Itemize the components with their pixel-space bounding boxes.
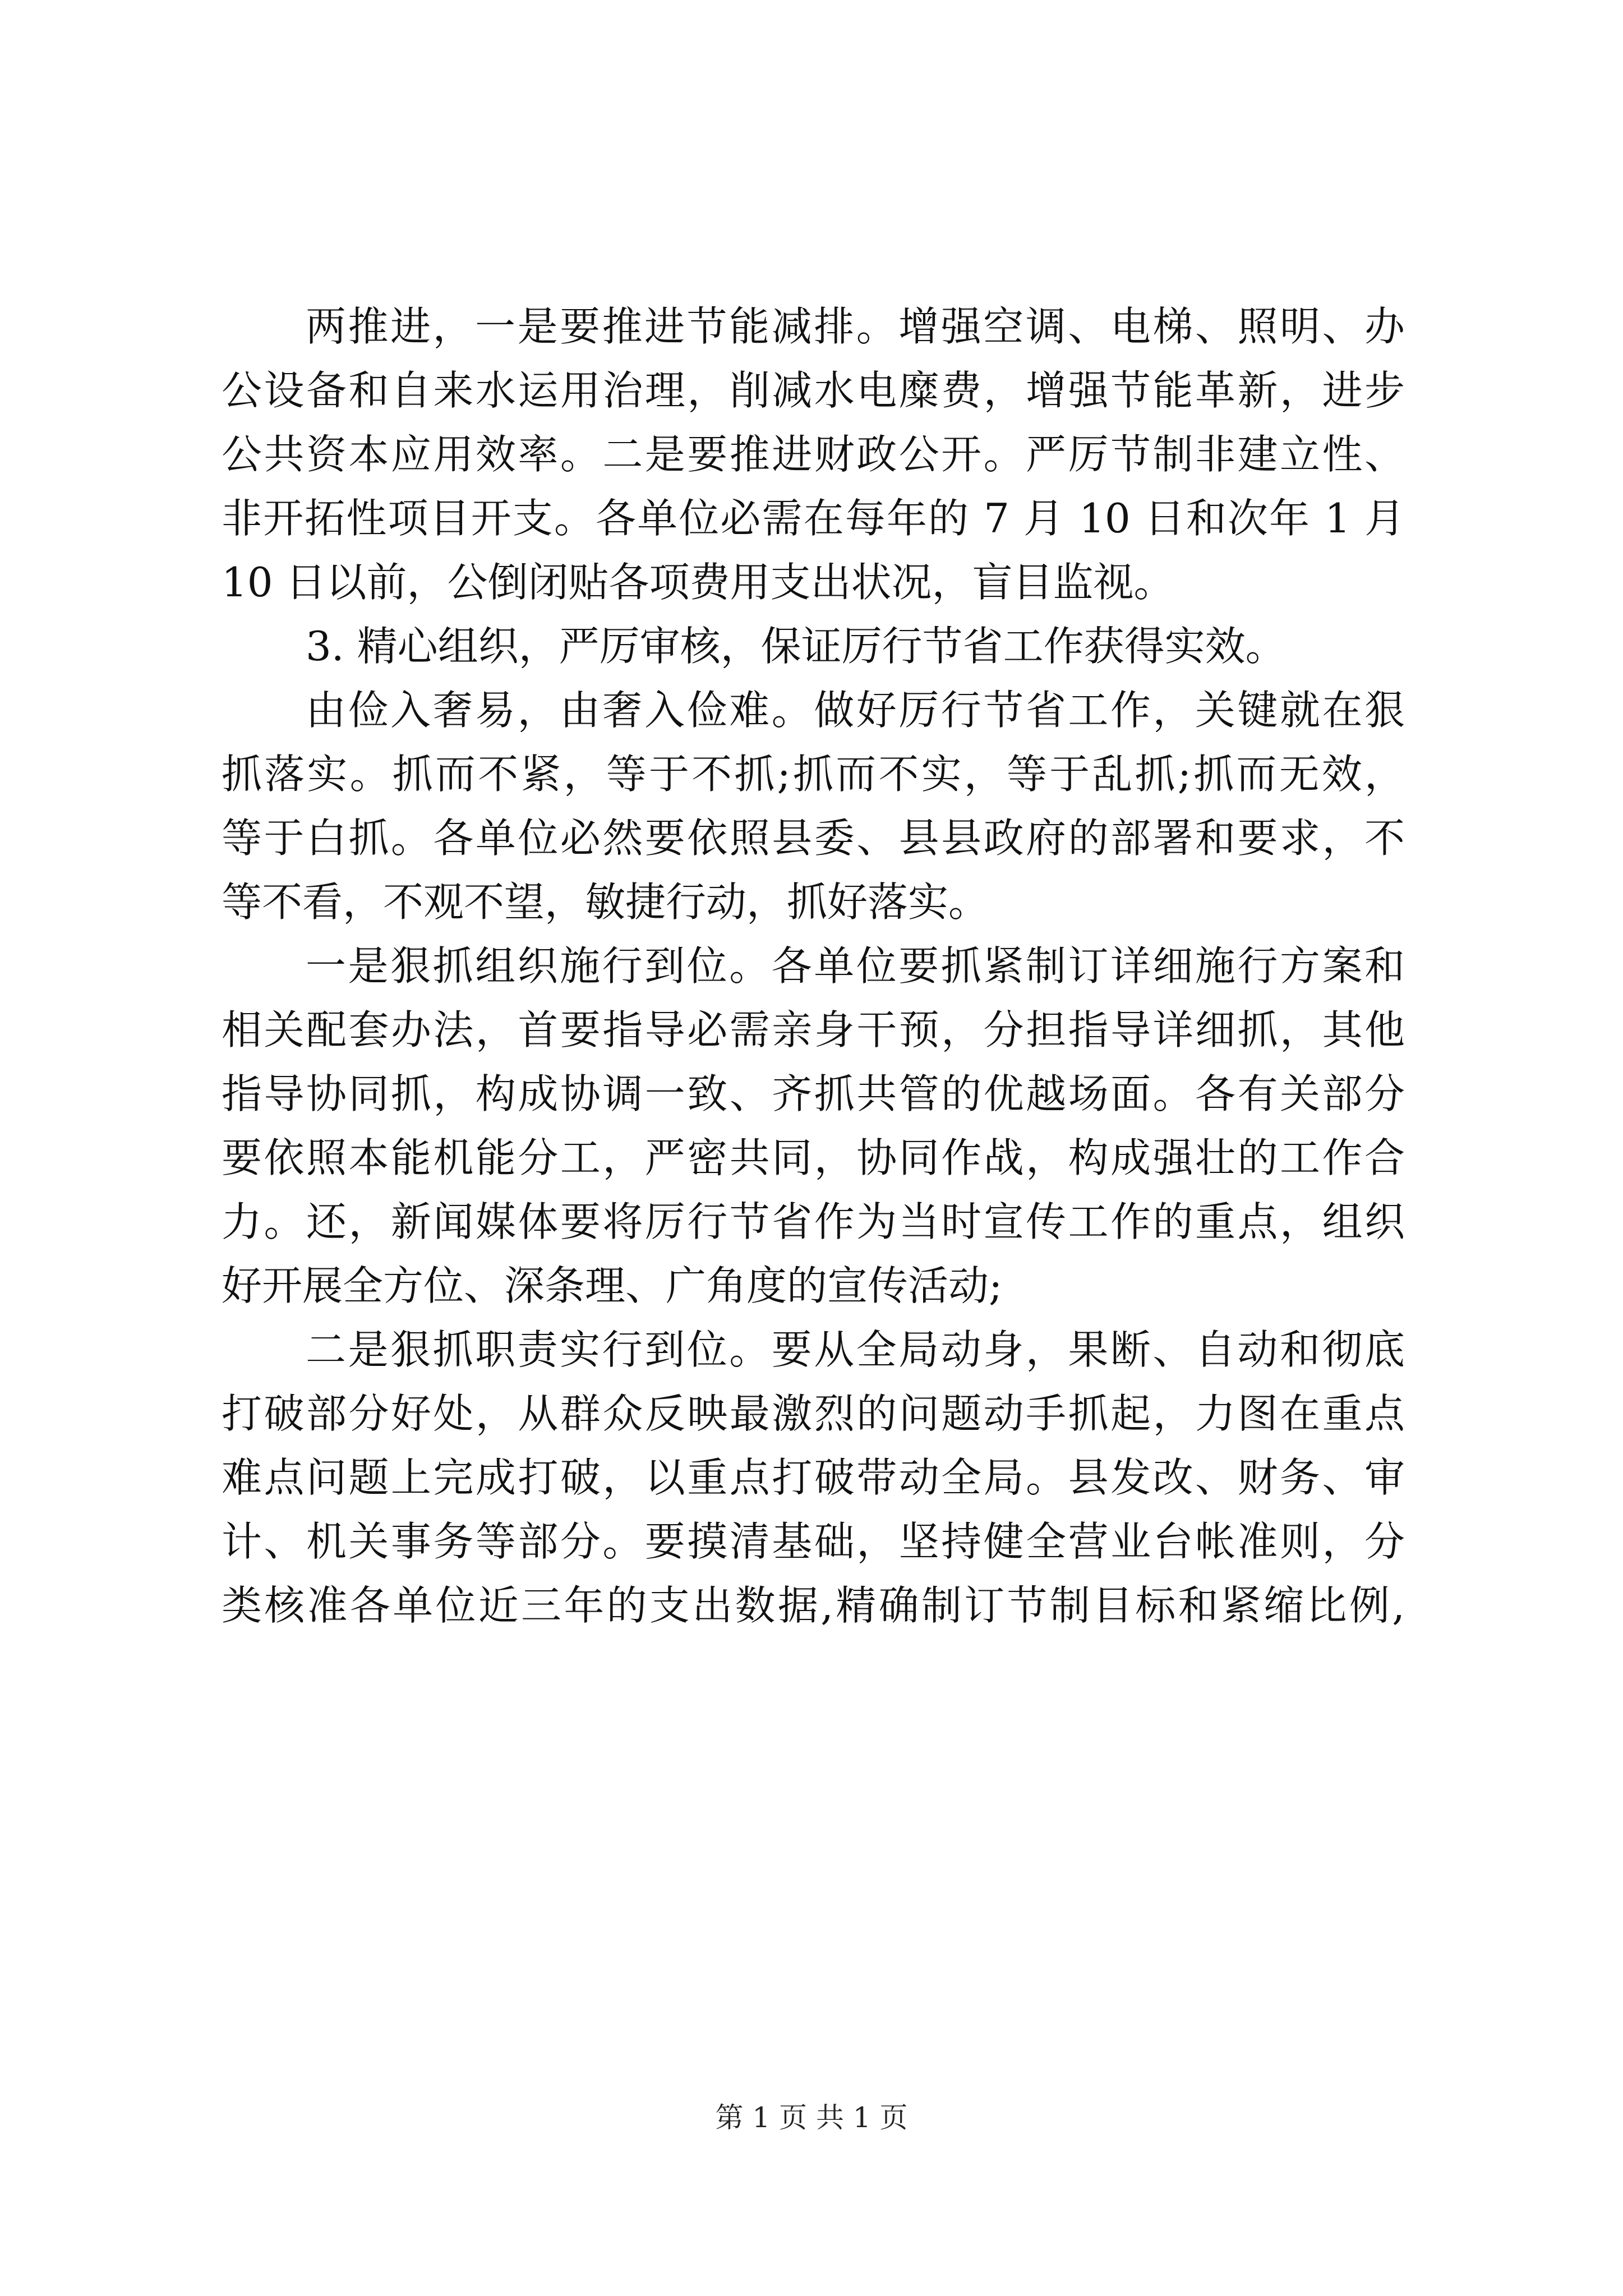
text-line: 等于白抓。各单位必然要依照县委、县县政府的部署和要求，不 <box>222 815 1405 862</box>
text-line: 相关配套办法，首要指导必需亲身干预，分担指导详细抓，其他 <box>222 1006 1405 1053</box>
text-line: 抓落实。抓而不紧，等于不抓;抓而不实，等于乱抓;抓而无效， <box>222 751 1405 798</box>
text-line: 两推进，一是要推进节能减排。增强空调、电梯、照明、办 <box>306 303 1405 350</box>
text-line: 计、机关事务等部分。要摸清基础，坚持健全营业台帐准则，分 <box>222 1518 1405 1565</box>
text-line: 难点问题上完成打破，以重点打破带动全局。县发改、财务、审 <box>222 1454 1405 1501</box>
text-line: 类核准各单位近三年的支出数据,精确制订节制目标和紧缩比例, <box>222 1582 1405 1629</box>
text-line: 指导协同抓，构成协调一致、齐抓共管的优越场面。各有关部分 <box>222 1070 1405 1117</box>
text-line: 一是狠抓组织施行到位。各单位要抓紧制订详细施行方案和 <box>306 942 1405 990</box>
text-line: 好开展全方位、深条理、广角度的宣传活动; <box>222 1262 1003 1309</box>
text-line: 力。还，新闻媒体要将厉行节省作为当时宣传工作的重点，组织 <box>222 1198 1405 1245</box>
document-body <box>222 297 1405 1640</box>
text-line: 打破部分好处，从群众反映最激烈的问题动手抓起，力图在重点 <box>222 1390 1405 1437</box>
page-footer: 第 1 页 共 1 页 <box>715 2101 908 2134</box>
text-line: 10 日以前，公倒闭贴各项费用支出状况，盲目监视。 <box>222 559 1174 606</box>
text-line: 要依照本能机能分工，严密共同，协同作战，构成强壮的工作合 <box>222 1134 1405 1181</box>
text-line: 二是狠抓职责实行到位。要从全局动身，果断、自动和彻底 <box>306 1326 1405 1373</box>
text-line: 由俭入奢易，由奢入俭难。做好厉行节省工作，关键就在狠 <box>306 687 1405 734</box>
text-line: 公设备和自来水运用治理，削减水电糜费，增强节能革新，进步 <box>222 367 1405 414</box>
text-line: 等不看，不观不望，敏捷行动，抓好落实。 <box>222 878 989 926</box>
text-line: 公共资本应用效率。二是要推进财政公开。严厉节制非建立性、 <box>222 431 1405 478</box>
text-line: 3. 精心组织，严厉审核，保证厉行节省工作获得实效。 <box>306 623 1286 670</box>
text-line: 非开拓性项目开支。各单位必需在每年的 7 月 10 日和次年 1 月 <box>222 495 1405 542</box>
